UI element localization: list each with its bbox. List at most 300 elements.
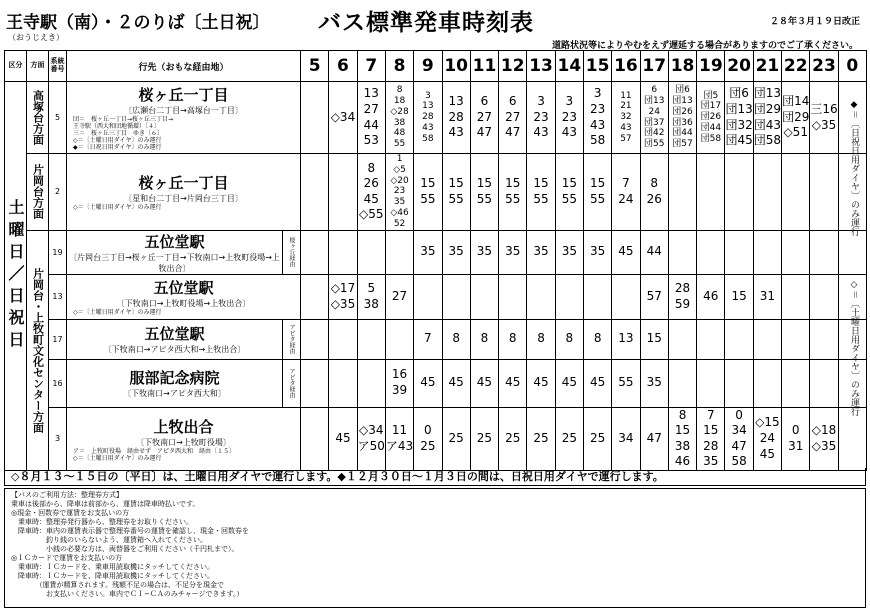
departure-cell-23: [810, 230, 838, 274]
usage-note-line: お支払いください。車内でＣＩ−ＣＡのみチャージできます。）: [11, 590, 244, 598]
departure-cell-13: [527, 319, 555, 359]
direction-label: 片岡台方面: [27, 154, 49, 231]
departure-cell-6: [329, 274, 357, 319]
departure-minute: 45: [618, 244, 634, 259]
departure-cell-7: [357, 154, 385, 231]
departure-minute: 31: [788, 438, 804, 453]
departure-minute: 45: [420, 375, 436, 390]
route-destination: [67, 319, 283, 359]
usage-note-line: ◎ＩＣカードで運賃をお支払いの方: [11, 554, 123, 562]
departure-minute: 団13: [753, 86, 782, 101]
direction-label: 片岡台・上牧町文化センター方面: [27, 230, 49, 470]
destination-via: 〔広瀬台二丁目→高塚台一丁目〕: [124, 105, 243, 115]
departure-cell-17: [640, 319, 668, 359]
departure-minute: ア43: [385, 438, 414, 453]
departure-minute: 43: [620, 122, 632, 133]
departure-minute: 0: [791, 423, 800, 438]
departure-minute: 15: [646, 331, 662, 346]
hour-header-16: 16: [612, 51, 640, 82]
departure-minute: 21: [620, 101, 632, 112]
departure-minute: 55: [393, 139, 406, 150]
route-system-number: 5: [49, 82, 67, 154]
departure-minute: 13: [363, 86, 379, 101]
departure-cell-18: [668, 274, 696, 319]
route-row: [5, 154, 867, 231]
route-destination: [67, 230, 283, 274]
departure-minute: 45: [448, 375, 464, 390]
route-destination: [67, 274, 301, 319]
departure-minute: 3: [537, 94, 545, 109]
departure-minute: 28: [448, 109, 464, 124]
departure-cell-20: [725, 359, 753, 407]
departure-minute: ◇35: [811, 117, 837, 132]
departure-minute: 団26: [672, 106, 693, 117]
departure-minute: 43: [589, 117, 606, 132]
route-note: 王寺駅（西大和団地循環）〔４〕: [73, 122, 161, 130]
departure-cell-15: [583, 319, 611, 359]
departure-minute: 8: [452, 331, 460, 346]
hour-header-5: 5: [301, 51, 329, 82]
departure-cell-12: [499, 407, 527, 470]
departure-minute: 18: [393, 95, 406, 106]
departure-cell-9: [414, 154, 442, 231]
stop-name: 王寺駅（南）・２のりば〔土日祝〕: [6, 13, 270, 33]
departure-minute: 13: [422, 101, 434, 112]
usage-notes: [4, 488, 866, 608]
departure-cell-21: [753, 82, 781, 154]
departure-cell-9: [414, 82, 442, 154]
departure-minute: ◇5: [393, 164, 406, 175]
hour-header-12: 12: [499, 51, 527, 82]
departure-minute: 23: [561, 109, 577, 124]
departure-minute: 6: [508, 94, 517, 109]
departure-cell-10: [442, 274, 470, 319]
departure-minute: 0: [735, 407, 743, 422]
usage-note-line: 乗車は後部から、降車は前部から、運賃は降車時払いです。: [11, 500, 200, 508]
departure-cell-21: [753, 274, 781, 319]
departure-cell-19: [697, 154, 725, 231]
departure-cell-20: [725, 274, 753, 319]
departure-minute: 25: [561, 430, 577, 445]
departure-minute: 58: [422, 133, 434, 144]
departure-minute: 28: [422, 112, 434, 123]
header: [0, 0, 870, 50]
departure-minute: 34: [618, 430, 634, 445]
departure-minute: 52: [393, 218, 406, 229]
departure-cell-7: [357, 274, 385, 319]
departure-minute: 43: [448, 125, 464, 140]
destination-via: 〔片岡台三丁目→桜ヶ丘一丁目→下牧南口→上牧町役場→上牧出合〕: [69, 252, 280, 273]
departure-minute: ◇34: [330, 109, 356, 124]
departure-minute: 8: [480, 331, 489, 346]
departure-minute: 55: [533, 191, 549, 206]
departure-minute: ◇55: [359, 207, 384, 222]
departure-minute: 25: [420, 438, 436, 453]
departure-minute: 8: [565, 331, 574, 346]
hour-header-20: 20: [725, 51, 753, 82]
departure-cell-5: [301, 319, 329, 359]
usage-note-line: 降車時：ＩＣカードを、降車用読取機にタッチしてください。: [11, 572, 214, 580]
departure-minute: 23: [589, 101, 606, 116]
departure-cell-19: [697, 359, 725, 407]
departure-minute: ◇28: [390, 106, 409, 117]
departure-cell-15: [583, 407, 611, 470]
departure-cell-13: [527, 230, 555, 274]
departure-minute: 15: [674, 423, 691, 438]
departure-cell-16: [612, 82, 640, 154]
departure-minute: 15: [505, 176, 521, 191]
usage-note-line: 【バスのご利用方法：整理券方式】: [11, 491, 123, 499]
destination-name: 上牧出合: [153, 417, 214, 436]
departure-minute: 3: [593, 86, 602, 101]
departure-cell-18: [668, 319, 696, 359]
departure-cell-12: [499, 359, 527, 407]
departure-cell-13: [527, 359, 555, 407]
departure-cell-6: [329, 359, 357, 407]
departure-minute: ◇51: [783, 125, 808, 140]
departure-minute: 45: [476, 375, 493, 390]
departure-cell-5: [301, 359, 329, 407]
departure-cell-7: [357, 407, 385, 470]
col-section: 区分: [5, 51, 27, 82]
departure-cell-20: [725, 230, 753, 274]
departure-cell-6: [329, 407, 357, 470]
departure-minute: ◇46: [390, 207, 409, 218]
route-row: [5, 407, 867, 470]
departure-cell-5: [301, 274, 329, 319]
departure-minute: 43: [533, 125, 549, 140]
departure-cell-9: [414, 359, 442, 407]
departure-minute: 45: [335, 430, 351, 445]
departure-cell-16: [612, 359, 640, 407]
departure-minute: 38: [393, 117, 406, 128]
departure-minute: 24: [759, 430, 776, 445]
departure-cell-14: [555, 82, 583, 154]
departure-cell-11: [470, 274, 498, 319]
route-destination: [67, 359, 283, 407]
departure-minute: 59: [674, 296, 691, 311]
departure-minute: 6: [480, 94, 489, 109]
departure-minute: 25: [533, 430, 549, 445]
usage-note-line: ◎現金・回数券で運賃をお支払いの方: [11, 509, 130, 517]
departure-minute: 48: [393, 128, 406, 139]
departure-minute: 団29: [782, 109, 810, 124]
departure-minute: 13: [448, 94, 464, 109]
departure-minute: 35: [505, 244, 521, 259]
departure-minute: 6: [651, 85, 658, 96]
timetable: [4, 50, 867, 471]
departure-minute: 35: [561, 244, 577, 259]
departure-cell-21: [753, 230, 781, 274]
departure-cell-19: [697, 319, 725, 359]
departure-minute: 26: [363, 176, 379, 191]
departure-minute: 団13: [725, 101, 753, 116]
departure-cell-14: [555, 274, 583, 319]
route-destination: [67, 82, 301, 154]
departure-minute: 団43: [753, 117, 782, 132]
departure-cell-23: [810, 274, 838, 319]
hour-header-18: 18: [668, 51, 696, 82]
departure-cell-15: [583, 82, 611, 154]
departure-cell-17: [640, 274, 668, 319]
hour-header-7: 7: [357, 51, 385, 82]
departure-cell-11: [470, 407, 498, 470]
departure-cell-8: [385, 319, 413, 359]
departure-minute: 45: [363, 191, 379, 206]
departure-minute: 7: [622, 176, 630, 191]
hour-header-15: 15: [583, 51, 611, 82]
departure-minute: 25: [448, 430, 464, 445]
day-label: 土曜日／日祝日: [5, 82, 27, 471]
departure-minute: 団55: [644, 139, 665, 150]
departure-minute: 7: [707, 407, 715, 422]
departure-minute: 13: [618, 331, 634, 346]
departure-minute: 団44: [672, 128, 693, 139]
departure-minute: 55: [618, 375, 634, 390]
route-row: [5, 274, 867, 319]
departure-cell-5: [301, 230, 329, 274]
departure-cell-13: [527, 407, 555, 470]
departure-cell-10: [442, 82, 470, 154]
departure-cell-11: [470, 230, 498, 274]
departure-cell-22: [782, 154, 810, 231]
route-note: 団＝ 桜ヶ丘一丁目→桜ヶ丘三丁目→: [73, 115, 174, 123]
departure-cell-8: [385, 359, 413, 407]
departure-cell-12: [499, 230, 527, 274]
hour-header-22: 22: [782, 51, 810, 82]
destination-name: 五位堂駅: [144, 232, 205, 251]
departure-minute: 団6: [675, 85, 690, 96]
departure-cell-6: [329, 319, 357, 359]
departure-minute: 32: [620, 112, 632, 123]
departure-minute: 57: [646, 288, 662, 303]
departure-minute: 27: [476, 109, 493, 124]
stop-ruby: （おうじえき）: [8, 33, 64, 42]
departure-cell-16: [612, 319, 640, 359]
departure-cell-8: [385, 154, 413, 231]
departure-cell-20: [725, 154, 753, 231]
departure-cell-12: [499, 154, 527, 231]
departure-cell-9: [414, 319, 442, 359]
hour-header-17: 17: [640, 51, 668, 82]
departure-cell-13: [527, 154, 555, 231]
side-note-top-wrap: [848, 100, 864, 250]
departure-minute: 15: [731, 288, 747, 303]
departure-cell-14: [555, 230, 583, 274]
departure-cell-22: [782, 82, 810, 154]
departure-minute: 34: [731, 423, 747, 438]
departure-minute: 15: [561, 176, 577, 191]
departure-minute: 団13: [672, 95, 693, 106]
departure-minute: 団44: [700, 122, 722, 133]
departure-cell-11: [470, 154, 498, 231]
departure-minute: 46: [674, 454, 691, 469]
route-system-number: 13: [49, 274, 67, 319]
departure-minute: 28: [703, 438, 719, 453]
departure-minute: 35: [476, 244, 493, 259]
departure-minute: 47: [646, 430, 662, 445]
departure-minute: 8: [396, 85, 403, 96]
departure-minute: 3: [565, 94, 574, 109]
usage-note-line: 乗車時：ＩＣカードを、乗車用読取機にタッチしてください。: [11, 563, 214, 571]
departure-minute: 31: [759, 288, 776, 303]
departure-minute: 35: [703, 454, 719, 469]
departure-cell-17: [640, 230, 668, 274]
departure-cell-16: [612, 274, 640, 319]
departure-minute: 団57: [672, 139, 693, 150]
departure-cell-18: [668, 154, 696, 231]
departure-minute: 団29: [753, 101, 782, 116]
route-note: ◇＝〔土曜日用ダイヤ〕のみ運行: [73, 308, 162, 316]
departure-cell-23: [810, 154, 838, 231]
departure-cell-18: [668, 230, 696, 274]
departure-cell-20: [725, 82, 753, 154]
departure-minute: 47: [505, 125, 521, 140]
departure-minute: ◇35: [330, 296, 356, 311]
departure-minute: 8: [650, 176, 659, 191]
departure-cell-23: [810, 82, 838, 154]
departure-minute: 1: [396, 154, 403, 164]
departure-minute: 46: [703, 288, 719, 303]
departure-cell-22: [782, 274, 810, 319]
departure-minute: 団17: [700, 101, 722, 112]
holiday-notice: ◇８月１３〜１５日の〔平日〕は、土曜日用ダイヤで運行します。◆１２月３０日〜１月３日の間は、日祝日用ダイヤで運行します。: [4, 468, 866, 486]
route-system-number: 3: [49, 407, 67, 470]
departure-cell-23: [810, 407, 838, 470]
col-system: 系統番号: [49, 51, 67, 82]
route-destination: [67, 154, 301, 231]
departure-cell-16: [612, 154, 640, 231]
departure-minute: 35: [589, 244, 606, 259]
departure-minute: 団37: [644, 117, 665, 128]
route-note: ◆＝〔日祝日用ダイヤ〕のみ運行: [73, 144, 162, 152]
departure-minute: 27: [363, 101, 379, 116]
hour-header-0: 0: [838, 51, 866, 82]
departure-cell-9: [414, 407, 442, 470]
departure-cell-15: [583, 274, 611, 319]
departure-cell-8: [385, 230, 413, 274]
departure-minute: 15: [589, 176, 606, 191]
departure-minute: 25: [476, 430, 493, 445]
departure-minute: 58: [731, 454, 747, 469]
departure-cell-10: [442, 319, 470, 359]
departure-cell-5: [301, 154, 329, 231]
route-row: [5, 319, 867, 359]
departure-minute: 8: [537, 331, 545, 346]
revision-date: ２８年３月１９日改正: [769, 17, 860, 27]
via-label: アピタ経由: [283, 319, 301, 359]
departure-cell-16: [612, 407, 640, 470]
route-system-number: 16: [49, 359, 67, 407]
departure-minute: 45: [533, 375, 549, 390]
departure-minute: 45: [505, 375, 521, 390]
departure-minute: 27: [391, 288, 408, 303]
departure-minute: 団6: [729, 86, 749, 101]
departure-cell-23: [810, 319, 838, 359]
direction-label: 高塚台方面: [27, 82, 49, 154]
departure-cell-8: [385, 82, 413, 154]
departure-minute: 58: [589, 133, 606, 148]
departure-minute: 39: [391, 383, 408, 398]
departure-minute: 団36: [672, 117, 693, 128]
departure-minute: 5: [367, 280, 376, 295]
departure-minute: ア50: [357, 438, 385, 453]
departure-minute: 25: [505, 430, 521, 445]
departure-cell-13: [527, 82, 555, 154]
hour-header-19: 19: [697, 51, 725, 82]
departure-minute: ◇35: [811, 438, 837, 453]
departure-minute: 24: [618, 191, 634, 206]
departure-cell-15: [583, 230, 611, 274]
departure-cell-17: [640, 359, 668, 407]
col-destination: 行先（おもな経由地）: [67, 51, 301, 82]
departure-cell-8: [385, 407, 413, 470]
departure-minute: 45: [561, 375, 577, 390]
departure-cell-8: [385, 274, 413, 319]
departure-cell-10: [442, 407, 470, 470]
destination-name: 五位堂駅: [144, 325, 205, 344]
departure-cell-10: [442, 154, 470, 231]
destination-via: 〔下牧南口→上牧町役場〕: [136, 437, 231, 447]
departure-cell-21: [753, 319, 781, 359]
departure-minute: 45: [589, 375, 606, 390]
departure-cell-22: [782, 407, 810, 470]
departure-minute: 15: [420, 176, 436, 191]
departure-cell-17: [640, 82, 668, 154]
departure-minute: 団5: [703, 90, 719, 101]
route-note: 三＝ 桜ヶ丘三丁目 ゆき〔６〕: [73, 129, 164, 137]
departure-minute: 44: [363, 117, 379, 132]
departure-minute: 三16: [810, 101, 838, 116]
departure-minute: 53: [363, 133, 379, 148]
route-row: [5, 359, 867, 407]
departure-minute: 団32: [725, 117, 753, 132]
delay-warning: 道路状況等によりやむをえず遅延する場合がありますのでご了承ください。: [551, 41, 858, 51]
departure-minute: 27: [505, 109, 521, 124]
departure-minute: 8: [678, 407, 687, 422]
route-system-number: 17: [49, 319, 67, 359]
departure-minute: ◇20: [390, 175, 409, 186]
departure-cell-6: [329, 154, 357, 231]
hour-header-13: 13: [527, 51, 555, 82]
via-label: 桜ヶ丘経由: [283, 230, 301, 274]
route-row: [5, 230, 867, 274]
departure-minute: 44: [646, 244, 662, 259]
side-note-top: ◆＝〔日祝日用ダイヤ〕のみ運行: [849, 100, 859, 237]
departure-minute: 15: [703, 423, 719, 438]
departure-minute: 3: [424, 90, 431, 101]
departure-cell-6: [329, 82, 357, 154]
hour-header-11: 11: [470, 51, 498, 82]
departure-minute: 43: [561, 125, 577, 140]
departure-minute: 35: [646, 375, 662, 390]
departure-cell-7: [357, 230, 385, 274]
route-note: ◇＝〔土曜日用ダイヤ〕のみ運行: [73, 204, 162, 212]
usage-note-line: （運賃が精算されます。残額不足の場合は、不足分を現金で: [11, 581, 224, 589]
departure-cell-22: [782, 230, 810, 274]
departure-cell-19: [697, 230, 725, 274]
hour-header-9: 9: [414, 51, 442, 82]
departure-minute: 団26: [700, 112, 722, 123]
hour-header-8: 8: [385, 51, 413, 82]
departure-cell-6: [329, 230, 357, 274]
destination-via: 〔下牧南口→アピタ西大和〕: [123, 389, 226, 399]
destination-name: 桜ヶ丘一丁目: [138, 174, 229, 193]
departure-minute: ◇18: [811, 423, 837, 438]
departure-cell-15: [583, 359, 611, 407]
usage-note-line: 釣り銭のいらないよう、運賃箱へ入れてください。: [11, 536, 207, 544]
usage-note-line: 乗車時：整理券発行器から、整理券をお取りください。: [11, 518, 193, 526]
